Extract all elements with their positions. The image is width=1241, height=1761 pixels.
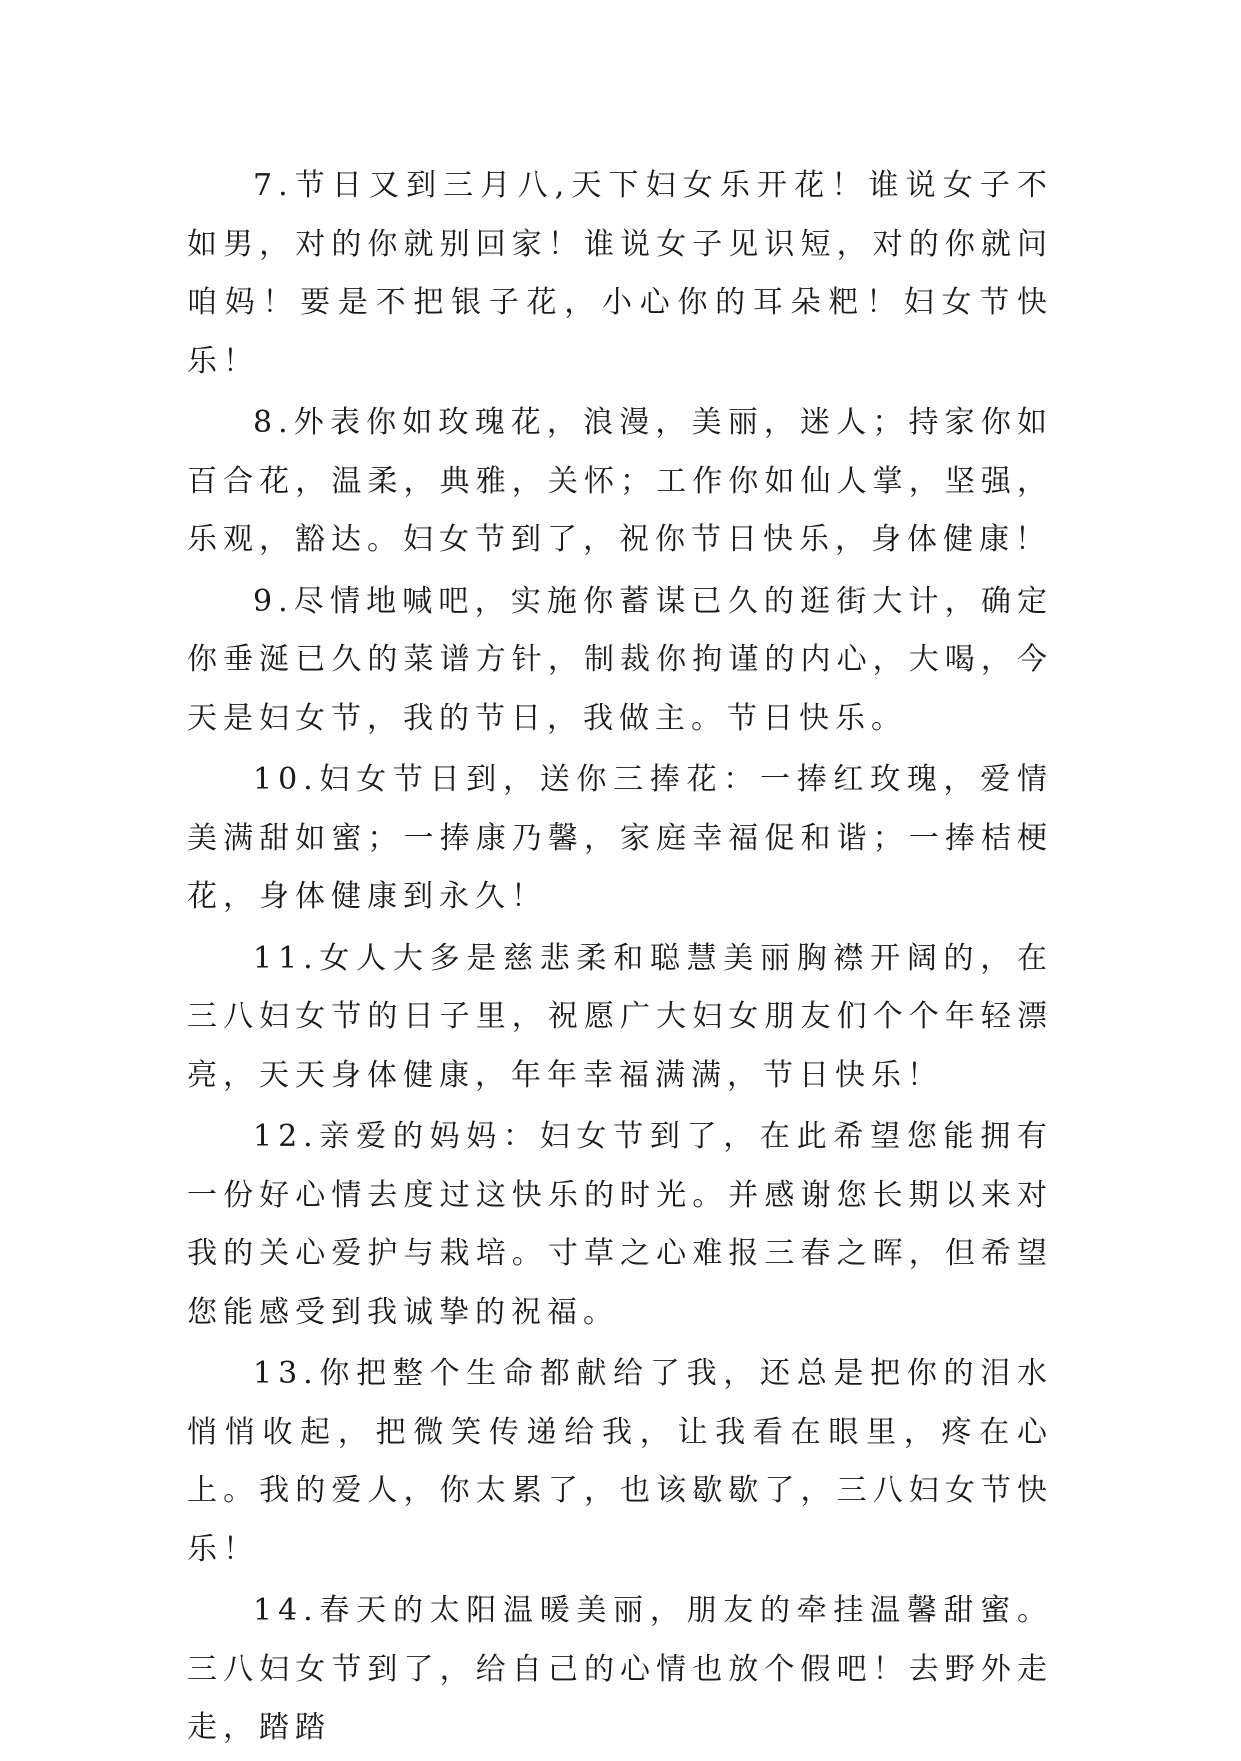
paragraph-11: 11.女人大多是慈悲柔和聪慧美丽胸襟开阔的，在三八妇女节的日子里，祝愿广大妇女朋友们个个年轻漂亮，天天身体健康，年年幸福满满，节日快乐！	[187, 940, 1053, 1093]
paragraph-13: 13.你把整个生命都献给了我，还总是把你的泪水悄悄收起，把微笑传递给我，让我看在眼里，疼在心上。我的爱人，你太累了，也该歇歇了，三八妇女节快乐！	[187, 1356, 1053, 1567]
paragraph-14: 14.春天的太阳温暖美丽，朋友的牵挂温馨甜蜜。三八妇女节到了，给自己的心情也放个假吧！去野外走走，踏踏	[187, 1593, 1053, 1745]
paragraph-7: 7.节日又到三月八,天下妇女乐开花！谁说女子不如男，对的你就别回家！谁说女子见识短，对的你就问咱妈！要是不把银子花，小心你的耳朵粑！妇女节快乐！	[187, 168, 1053, 379]
paragraph-8: 8.外表你如玫瑰花，浪漫，美丽，迷人；持家你如百合花，温柔，典雅，关怀；工作你如仙人掌，坚强，乐观，豁达。妇女节到了，祝你节日快乐，身体健康！	[187, 405, 1053, 557]
document-body	[187, 157, 1053, 1761]
paragraph-10: 10.妇女节日到，送你三捧花：一捧红玫瑰，爱情美满甜如蜜；一捧康乃馨，家庭幸福促和谐；一捧桔梗花，身体健康到永久！	[187, 762, 1053, 914]
paragraph-9: 9.尽情地喊吧，实施你蓄谋已久的逛街大计，确定你垂涎已久的菜谱方针，制裁你拘谨的内心，大喝，今天是妇女节，我的节日，我做主。节日快乐。	[187, 583, 1053, 736]
paragraph-12: 12.亲爱的妈妈：妇女节到了，在此希望您能拥有一份好心情去度过这快乐的时光。并感谢您长期以来对我的关心爱护与栽培。寸草之心难报三春之晖，但希望您能感受到我诚挚的祝福。	[187, 1119, 1053, 1330]
